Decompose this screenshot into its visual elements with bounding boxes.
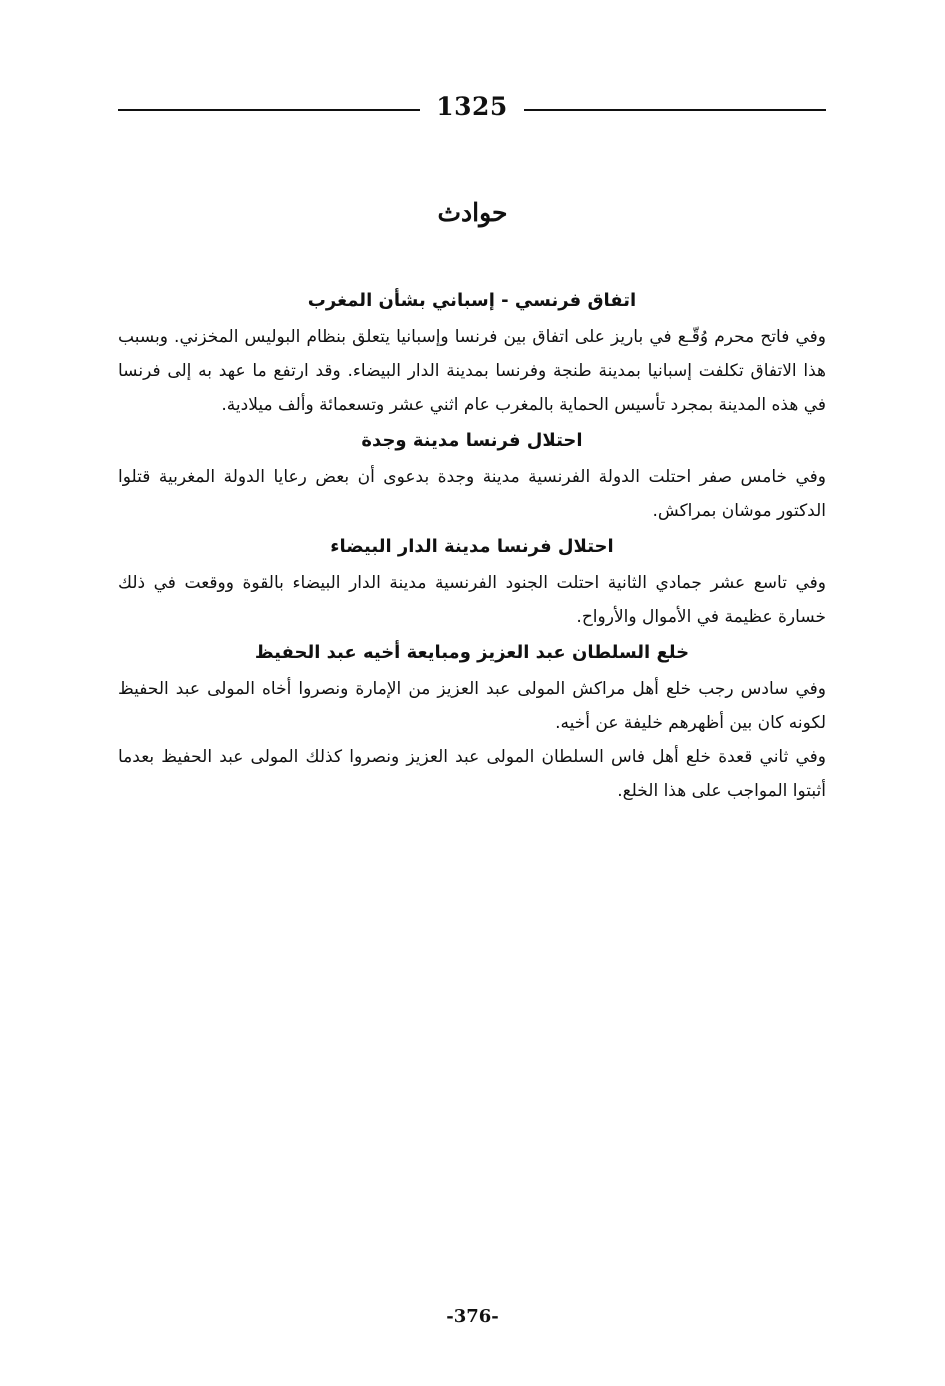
header-year: 1325	[436, 91, 508, 121]
event-block	[118, 634, 826, 808]
page-number: -376-	[446, 1306, 499, 1327]
event-block	[118, 422, 826, 528]
event-heading: خلع السلطان عبد العزيز ومبايعة أخيه عبد الحفيظ	[254, 642, 690, 663]
event-paragraph: وفي فاتح محرم وُقّـع في باريز على اتفاق بين فرنسا وإسبانيا يتعلق بنظام البوليس المخزني. وبسبب هذا الاتفاق تكلفت إسبانيا بمدينة طنجة وفرنسا بمدينة الدار البيضاء. وقد ارتفع ما عهد به إلى فرنسا في هذه المدينة بمجرد تأسيس الحماية بالمغرب عام اثني عشر وتسعمائة وألف ميلادية.	[118, 327, 826, 415]
event-paragraph: وفي خامس صفر احتلت الدولة الفرنسية مدينة وجدة بدعوى أن بعض رعايا الدولة المغربية قتلوا الدكتور موشان بمراكش.	[118, 467, 826, 521]
event-heading: احتلال فرنسا مدينة الدار البيضاء	[330, 536, 614, 557]
event-block	[118, 528, 826, 634]
event-paragraph: وفي سادس رجب خلع أهل مراكش المولى عبد العزيز من الإمارة ونصروا أخاه المولى عبد الحفيظ لكونه كان بين أظهرهم خليفة عن أخيه.	[118, 679, 826, 733]
page-header	[118, 86, 826, 126]
event-paragraph: وفي ثاني قعدة خلع أهل فاس السلطان المولى عبد العزيز ونصروا كذلك المولى عبد الحفيظ بعدما أثبتوا المواجب على هذا الخلع.	[118, 747, 826, 801]
header-rule-right	[524, 109, 826, 111]
event-paragraph: وفي تاسع عشر جمادي الثانية احتلت الجنود الفرنسية مدينة الدار البيضاء بالقوة ووقعت في ذلك خسارة عظيمة في الأموال والأرواح.	[118, 573, 826, 627]
event-heading: اتفاق فرنسي - إسباني بشأن المغرب	[307, 290, 637, 311]
event-block	[118, 282, 826, 422]
header-rule-left	[118, 109, 420, 111]
section-title: حوادث	[437, 198, 508, 227]
event-heading: احتلال فرنسا مدينة وجدة	[361, 430, 583, 451]
body-content	[118, 282, 826, 808]
